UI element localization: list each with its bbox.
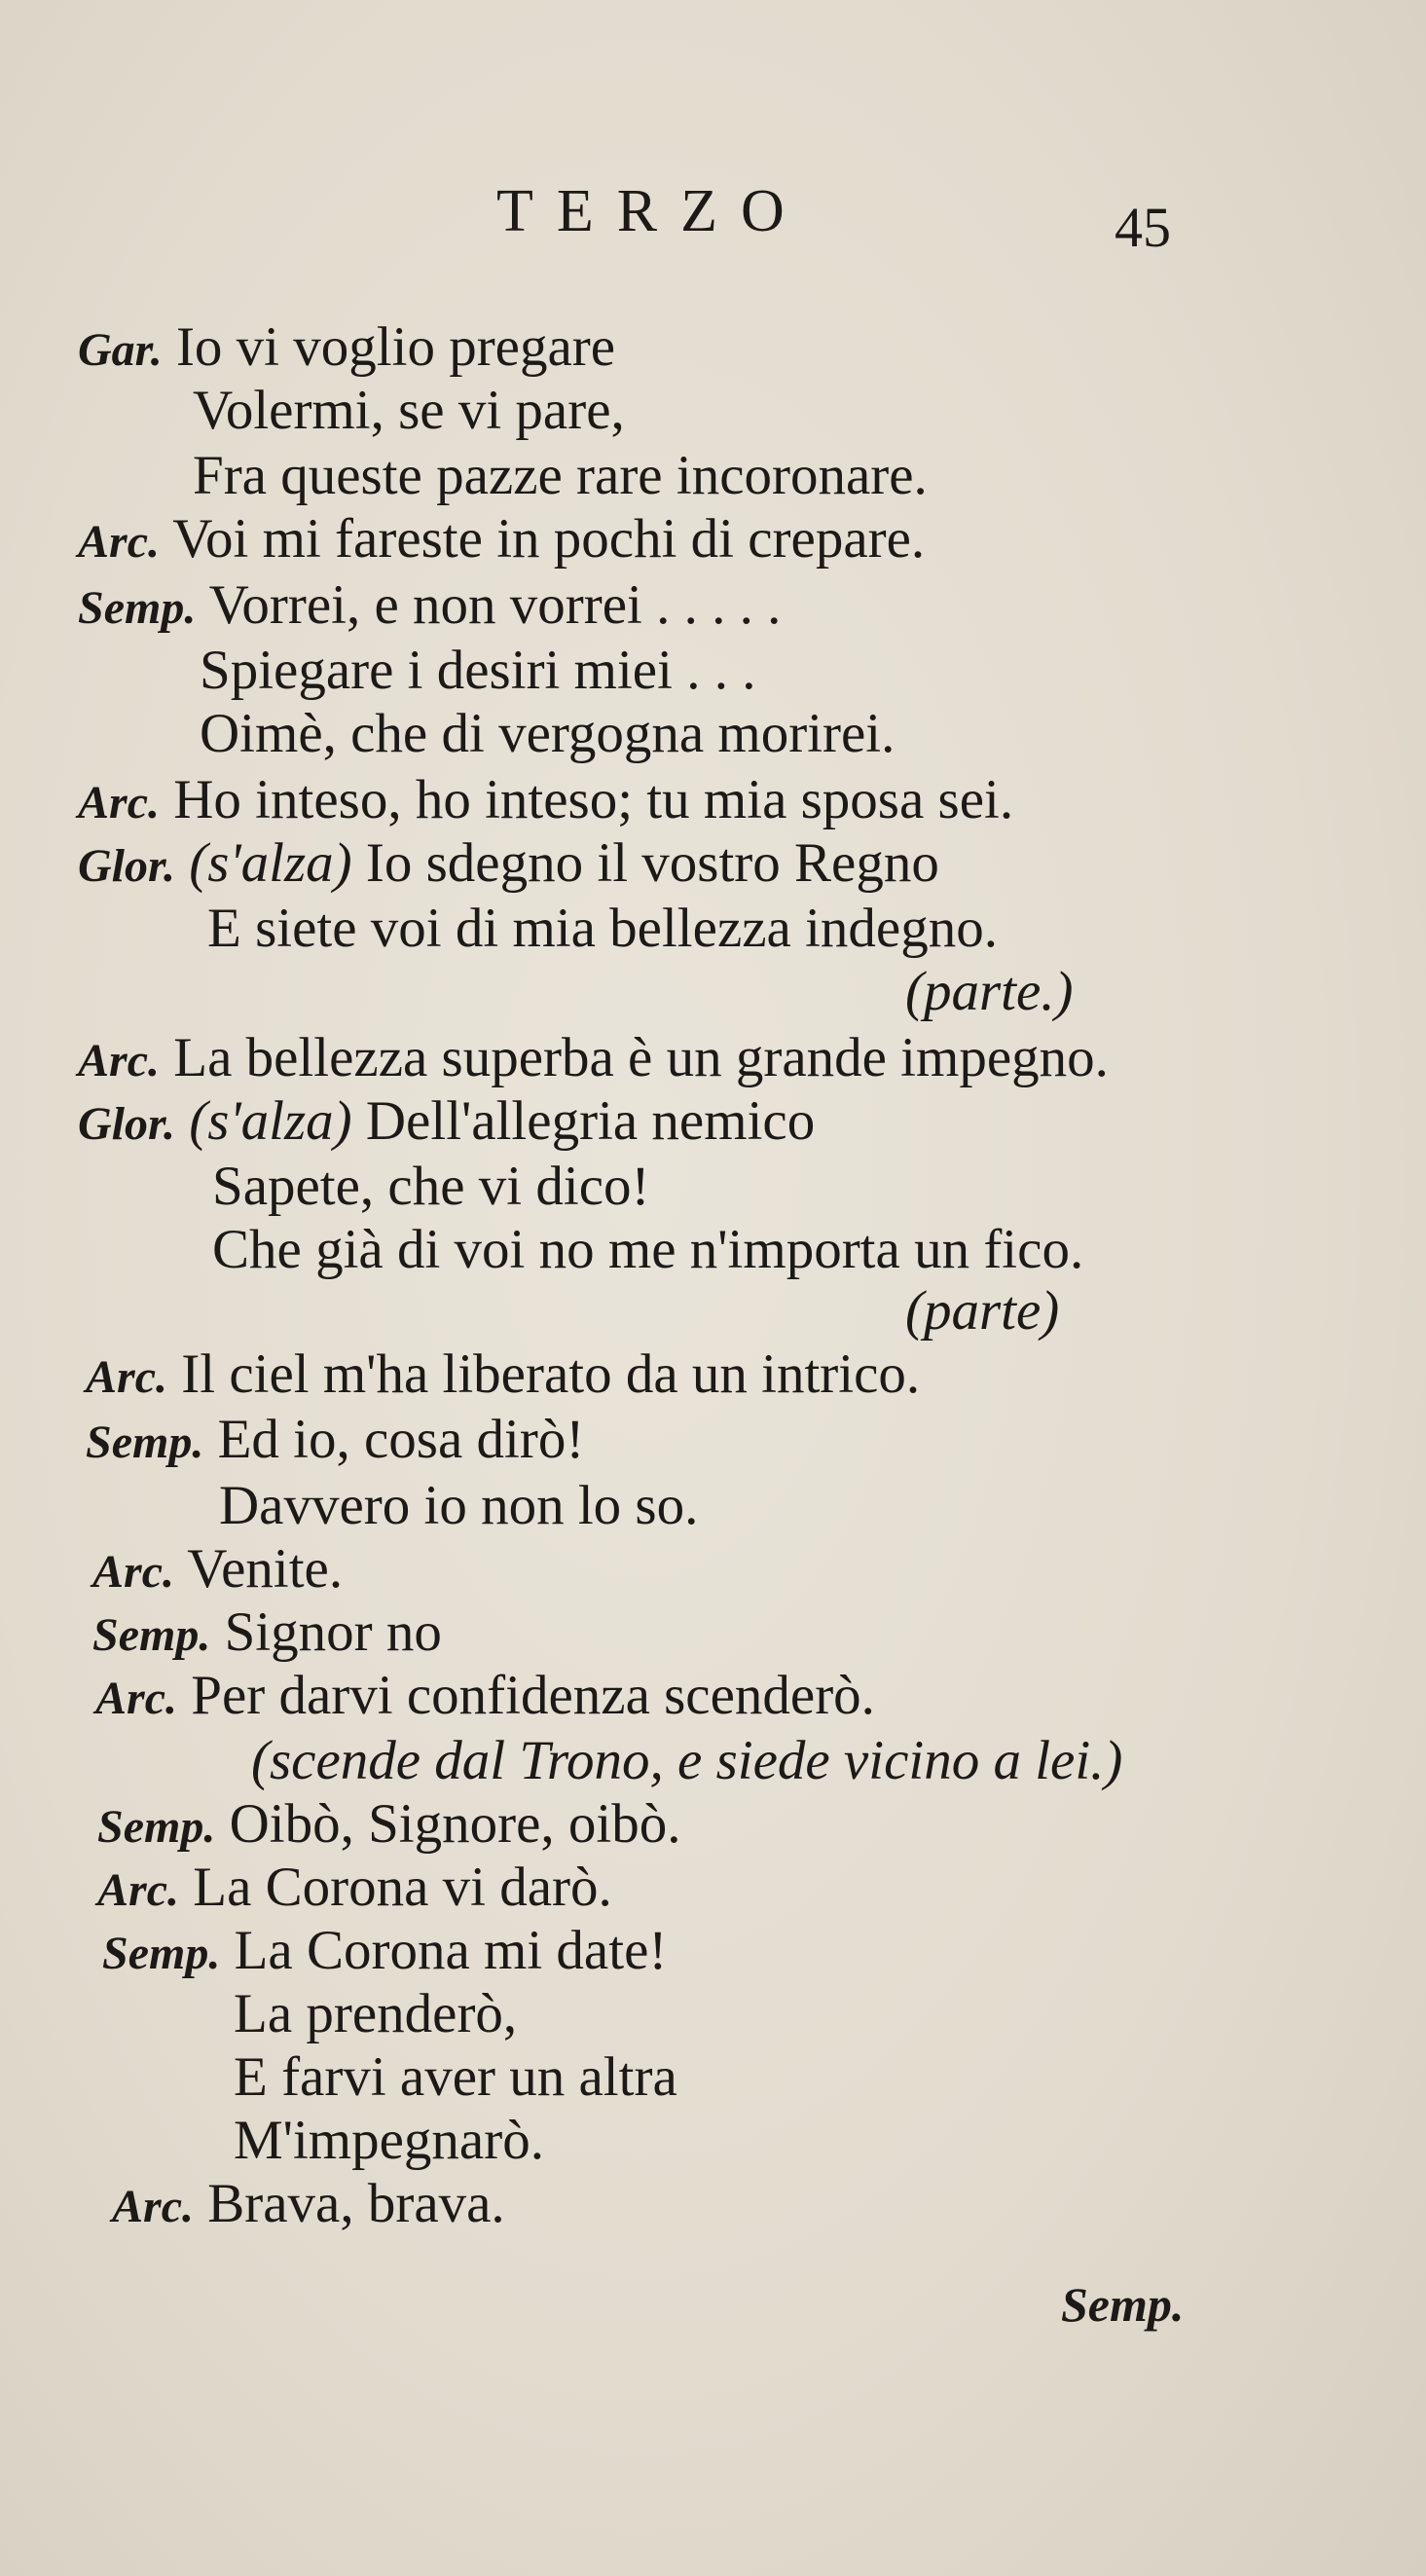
verse-line: [95, 1665, 875, 1726]
verse-text: Oimè, che di vergogna morirei.: [200, 703, 896, 764]
speaker-label: Semp.: [92, 1609, 211, 1661]
verse-text: Voi mi fareste in pochi di crepare.: [172, 508, 926, 570]
verse-line: [212, 1219, 1084, 1280]
verse-line: [212, 1156, 650, 1217]
verse-line: [78, 508, 926, 570]
stage-direction: (s'alza): [189, 1090, 352, 1152]
speaker-label: Arc.: [95, 1673, 177, 1724]
verse-line: [234, 2046, 677, 2108]
speaker-label: Arc.: [78, 516, 160, 568]
speaker-label: Glor.: [78, 840, 176, 892]
verse-text: Il ciel m'ha liberato da un intrico.: [181, 1343, 921, 1405]
speaker-label: Arc.: [78, 777, 160, 828]
verse-text: La bellezza superba è un grande impegno.: [173, 1027, 1109, 1088]
verse-line: [251, 1730, 1123, 1791]
speaker-label: Arc.: [97, 1864, 179, 1916]
verse-line: [78, 1090, 816, 1152]
verse-line: [905, 1280, 1060, 1342]
verse-text: La Corona vi darò.: [193, 1857, 612, 1918]
verse-line: [78, 316, 616, 378]
verse-text: Vorrei, e non vorrei . . . . .: [208, 574, 782, 636]
verse-line: [92, 1601, 442, 1663]
speaker-label: Semp.: [97, 1801, 216, 1853]
verse-text: Che già di voi no me n'importa un fico.: [212, 1219, 1084, 1280]
verse-text: Brava, brava.: [207, 2173, 505, 2234]
verse-line: [86, 1343, 921, 1405]
verse-text: Io vi voglio pregare: [175, 316, 616, 378]
verse-text: Fra queste pazze rare incoronare.: [193, 445, 928, 506]
verse-text: La Corona mi date!: [234, 1920, 668, 1981]
speaker-label: Semp.: [86, 1417, 204, 1468]
verse-text: Spiegare i desiri miei . . .: [200, 640, 756, 701]
verse-text: Per darvi confidenza scenderò.: [191, 1665, 875, 1726]
verse-line: [97, 1857, 612, 1918]
speaker-label: Semp.: [78, 582, 197, 634]
verse-text: Sapete, che vi dico!: [212, 1156, 650, 1217]
verse-text: Davvero io non lo so.: [219, 1475, 699, 1536]
verse-text: Venite.: [187, 1538, 344, 1600]
verse-line: [234, 2110, 544, 2171]
verse-line: [97, 1793, 681, 1855]
verse-line: [234, 1983, 518, 2044]
verse-line: [86, 1409, 585, 1470]
verse-line: [905, 961, 1074, 1022]
verse-text: Signor no: [224, 1601, 442, 1663]
verse-text: La prenderò,: [234, 1983, 518, 2044]
verse-text: Ho inteso, ho inteso; tu mia sposa sei.: [173, 769, 1014, 830]
speaker-label: Arc.: [78, 1035, 160, 1086]
verse-line: [102, 1920, 668, 1981]
page-number: 45: [1115, 196, 1171, 259]
speaker-label: Semp.: [102, 1928, 221, 1979]
speaker-label: Arc.: [112, 2181, 194, 2232]
stage-direction: (s'alza): [189, 832, 352, 894]
speaker-label: Gar.: [78, 324, 163, 376]
verse-line: [219, 1475, 699, 1536]
verse-text: Io sdegno il vostro Regno: [365, 832, 939, 894]
speaker-label: Arc.: [92, 1546, 174, 1598]
verse-line: [207, 898, 998, 959]
verse-text: Volermi, se vi pare,: [193, 380, 625, 441]
verse-line: [78, 832, 939, 894]
verse-line: [112, 2173, 505, 2234]
verse-text: Dell'allegria nemico: [365, 1090, 816, 1152]
catchword: Semp.: [1061, 2277, 1185, 2332]
verse-line: [92, 1538, 344, 1600]
verse-line: [78, 1027, 1109, 1088]
verse-text: M'impegnarò.: [234, 2110, 544, 2171]
speaker-label: Arc.: [86, 1351, 167, 1403]
verse-line: [193, 445, 928, 506]
verse-text: E farvi aver un altra: [234, 2046, 677, 2108]
stage-direction: (parte): [905, 1280, 1060, 1342]
verse-line: [193, 380, 625, 441]
verse-line: [78, 574, 782, 636]
speaker-label: Glor.: [78, 1098, 176, 1150]
verse-text: E siete voi di mia bellezza indegno.: [207, 898, 998, 959]
stage-direction: (parte.): [905, 961, 1074, 1022]
verse-text: Ed io, cosa dirò!: [217, 1409, 585, 1470]
verse-text: Oibò, Signore, oibò.: [229, 1793, 681, 1855]
verse-line: [200, 703, 896, 764]
verse-line: [78, 769, 1014, 830]
running-head: TERZO: [496, 178, 808, 244]
stage-direction: (scende dal Trono, e siede vicino a lei.): [251, 1730, 1123, 1791]
verse-line: [200, 640, 756, 701]
